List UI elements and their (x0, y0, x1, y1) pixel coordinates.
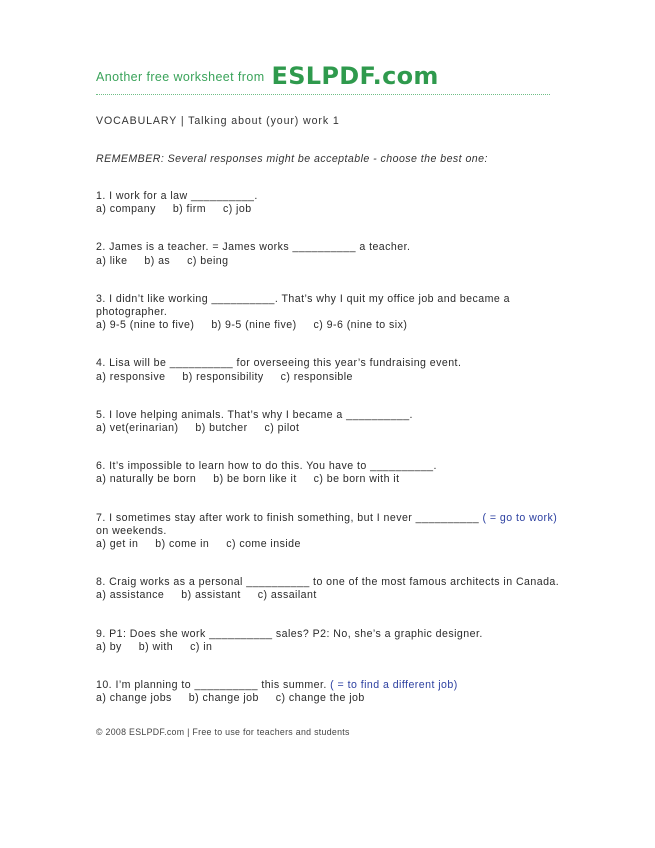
question-4 (96, 357, 566, 383)
question-8 (96, 576, 566, 602)
worksheet-header (96, 58, 566, 88)
header-tagline: Another free worksheet from (96, 70, 265, 84)
worksheet-title: VOCABULARY | Talking about (your) work 1 (96, 115, 340, 127)
answer-options: a) assistance b) assistant c) assailant (96, 589, 317, 602)
question-3 (96, 293, 566, 333)
answer-options: a) 9-5 (nine to five) b) 9-5 (nine five) c) 9-6 (nine to six) (96, 319, 408, 332)
answer-options: a) by b) with c) in (96, 640, 213, 653)
question-note: ( = to find a different job) (330, 679, 458, 692)
answer-options: a) get in b) come in c) come inside (96, 538, 301, 551)
question-2 (96, 241, 566, 267)
answer-options: a) company b) firm c) job (96, 203, 252, 216)
question-1 (96, 190, 566, 216)
question-stem-after: on weekends. (96, 524, 167, 537)
question-10 (96, 679, 566, 705)
question-stem: 9. P1: Does she work __________ sales? P2: No, she’s a graphic designer. (96, 627, 483, 640)
answer-options: a) change jobs b) change job c) change the job (96, 692, 365, 705)
answer-options: a) vet(erinarian) b) butcher c) pilot (96, 422, 300, 435)
question-stem: 7. I sometimes stay after work to finish something, but I never __________ (96, 511, 483, 524)
question-note: ( = go to work) (482, 511, 558, 524)
question-9 (96, 628, 566, 654)
instructions: REMEMBER: Several responses might be acceptable - choose the best one: (96, 153, 488, 165)
question-stem: 5. I love helping animals. That’s why I became a __________. (96, 408, 413, 421)
question-stem: 10. I’m planning to __________ this summer. (96, 679, 331, 692)
question-stem-block (96, 679, 566, 692)
question-stem-block (96, 512, 566, 538)
eslpdf-logo: ESLPDF.com (271, 62, 439, 90)
question-6 (96, 460, 566, 486)
footer-copyright: © 2008 ESLPDF.com | Free to use for teachers and students (96, 727, 350, 738)
worksheet-page (96, 58, 566, 737)
answer-options: a) like b) as c) being (96, 254, 229, 267)
question-7 (96, 512, 566, 552)
answer-options: a) naturally be born b) be born like it c) be born with it (96, 473, 400, 486)
question-stem: 2. James is a teacher. = James works __________ a teacher. (96, 241, 411, 254)
question-stem: 8. Craig works as a personal __________ to one of the most famous architects in Canada. (96, 576, 560, 589)
question-5 (96, 409, 566, 435)
dotted-divider (96, 94, 550, 95)
answer-options: a) responsive b) responsibility c) responsible (96, 370, 353, 383)
question-stem: 4. Lisa will be __________ for overseeing this year’s fundraising event. (96, 357, 462, 370)
question-stem: 1. I work for a law __________. (96, 190, 258, 202)
question-stem: 3. I didn’t like working __________. That’s why I quit my office job and became a photographer. (96, 292, 510, 319)
question-stem: 6. It’s impossible to learn how to do this. You have to __________. (96, 460, 437, 473)
